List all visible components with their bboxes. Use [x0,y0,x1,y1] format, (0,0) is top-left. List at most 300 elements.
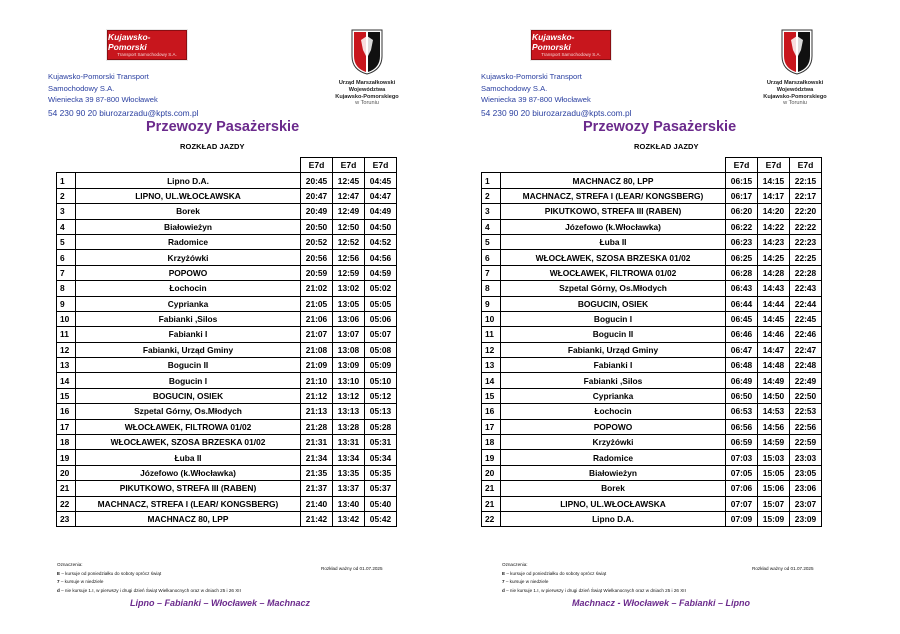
stop-number: 21 [482,481,501,496]
stop-number: 17 [57,419,76,434]
departure-time: 12:52 [333,234,365,249]
table-row [57,373,397,388]
stop-number: 18 [57,435,76,450]
departure-time: 06:49 [726,373,758,388]
departure-time: 13:40 [333,496,365,511]
departure-time: 20:56 [301,250,333,265]
table-row [57,234,397,249]
table-row [57,250,397,265]
stop-name: Lipno D.A. [76,173,301,188]
stop-number: 11 [57,327,76,342]
company-name-line1: Kujawsko-Pomorski Transport [481,72,582,81]
stop-number: 13 [57,358,76,373]
departure-time: 07:03 [726,450,758,465]
departure-time: 04:56 [365,250,397,265]
legend-notes: Oznaczenia: E – kursuje od poniedziałku do soboty oprócz świąt 7 – kursuje w niedziele d – nie kursuje 1.I, w pierwszy i drugi dzień Świąt Wielkanocnych oraz w dniach 25 i 26 XII [57,562,241,593]
departure-time: 22:22 [790,219,822,234]
stop-name: Fabianki ,Silos [501,373,726,388]
departure-time: 20:59 [301,265,333,280]
company-contact: 54 230 90 20 biurozarzadu@kpts.com.pl [48,107,199,118]
departure-time: 22:23 [790,234,822,249]
coat-of-arms-icon [350,28,384,76]
stop-name: Łochocin [76,281,301,296]
departure-time: 13:28 [333,419,365,434]
stop-number: 14 [482,373,501,388]
stop-name: Józefowo (k.Włocławka) [76,465,301,480]
departure-time: 06:25 [726,250,758,265]
departure-time: 22:49 [790,373,822,388]
stop-name: Bogucin I [501,311,726,326]
stop-number: 2 [57,188,76,203]
stop-name: PIKUTKOWO, STREFA III (RABEN) [501,204,726,219]
departure-time: 22:59 [790,435,822,450]
departure-time: 05:35 [365,465,397,480]
stop-name: Cyprianka [76,296,301,311]
departure-time: 13:31 [333,435,365,450]
stop-number: 19 [482,450,501,465]
departure-time: 04:50 [365,219,397,234]
stop-number: 23 [57,511,76,526]
stop-name: MACHNACZ 80, LPP [501,173,726,188]
departure-time: 22:46 [790,327,822,342]
departure-time: 04:49 [365,204,397,219]
stop-name: Łuba II [76,450,301,465]
table-row [482,388,822,403]
table-row [482,465,822,480]
departure-time: 06:48 [726,358,758,373]
departure-time: 13:34 [333,450,365,465]
stop-number: 1 [482,173,501,188]
departure-time: 12:49 [333,204,365,219]
departure-time: 05:10 [365,373,397,388]
company-contact: 54 230 90 20 biurozarzadu@kpts.com.pl [481,107,632,118]
company-name-line2: Samochodowy S.A. [481,83,548,93]
table-row [482,435,822,450]
page-subtitle: ROZKŁAD JAZDY [634,142,699,151]
timetable-right [481,157,822,527]
stop-name: POPOWO [76,265,301,280]
stop-number: 21 [57,481,76,496]
departure-time: 05:40 [365,496,397,511]
departure-time: 06:45 [726,311,758,326]
stop-number: 3 [57,204,76,219]
stop-number: 7 [57,265,76,280]
table-row [57,311,397,326]
departure-time: 06:56 [726,419,758,434]
stop-number: 13 [482,358,501,373]
stop-number: 20 [482,465,501,480]
departure-time: 07:09 [726,511,758,526]
stop-name: LIPNO, UL.WŁOCŁAWSKA [501,496,726,511]
table-row [57,465,397,480]
departure-time: 05:09 [365,358,397,373]
stop-name: Krzyżówki [76,250,301,265]
departure-time: 21:12 [301,388,333,403]
stop-name: MACHNACZ 80, LPP [76,511,301,526]
departure-time: 05:37 [365,481,397,496]
departure-time: 12:56 [333,250,365,265]
departure-time: 14:23 [758,234,790,249]
table-row [57,327,397,342]
stop-number: 8 [57,281,76,296]
departure-time: 05:31 [365,435,397,450]
departure-time: 12:50 [333,219,365,234]
departure-time: 14:50 [758,388,790,403]
departure-time: 12:59 [333,265,365,280]
departure-time: 21:37 [301,481,333,496]
departure-time: 22:53 [790,404,822,419]
company-info [48,71,199,119]
departure-time: 14:22 [758,219,790,234]
stop-number: 10 [57,311,76,326]
stop-number: 16 [482,404,501,419]
kpts-logo: Kujawsko-Pomorski Transport Samochodowy S.A. [107,30,187,60]
departure-time: 12:45 [333,173,365,188]
departure-time: 14:28 [758,265,790,280]
departure-time: 14:56 [758,419,790,434]
stop-number: 22 [482,511,501,526]
stop-name: BOGUCIN, OSIEK [501,296,726,311]
table-row [482,265,822,280]
departure-time: 14:48 [758,358,790,373]
stop-name: BOGUCIN, OSIEK [76,388,301,403]
departure-time: 07:05 [726,465,758,480]
timetable-left [56,157,397,527]
departure-time: 13:09 [333,358,365,373]
legend-notes: Oznaczenia: E – kursuje od poniedziałku do soboty oprócz świąt 7 – kursuje w niedziele d – nie kursuje 1.I, w pierwszy i drugi dzień Świąt Wielkanocnych oraz w dniach 25 i 26 XII [502,562,686,593]
departure-time: 06:44 [726,296,758,311]
departure-time: 21:02 [301,281,333,296]
stop-number: 10 [482,311,501,326]
departure-time: 21:28 [301,419,333,434]
company-address: Wieniecka 39 87-800 Włocławek [48,95,158,104]
stop-name: Bogucin I [76,373,301,388]
stop-name: Białowieżyn [501,465,726,480]
table-row [482,296,822,311]
departure-time: 13:05 [333,296,365,311]
stop-name: Lipno D.A. [501,511,726,526]
stop-name: MACHNACZ, STREFA I (LEAR/ KONGSBERG) [501,188,726,203]
stop-name: Fabianki, Urząd Gminy [501,342,726,357]
departure-time: 14:17 [758,188,790,203]
departure-time: 23:07 [790,496,822,511]
stop-number: 6 [57,250,76,265]
departure-time: 04:45 [365,173,397,188]
stop-number: 16 [57,404,76,419]
departure-time: 22:47 [790,342,822,357]
departure-time: 22:17 [790,188,822,203]
column-header: E7d [790,158,822,173]
stop-name: WŁOCŁAWEK, FILTROWA 01/02 [501,265,726,280]
table-row [57,342,397,357]
route-name: Machnacz - Włocławek – Fabianki – Lipno [572,598,751,608]
stop-name: Fabianki I [501,358,726,373]
company-name-line2: Samochodowy S.A. [48,83,115,93]
table-row [57,419,397,434]
departure-time: 06:50 [726,388,758,403]
table-row [57,219,397,234]
company-address: Wieniecka 39 87-800 Włocławek [481,95,591,104]
stop-number: 3 [482,204,501,219]
table-row [482,511,822,526]
departure-time: 05:13 [365,404,397,419]
departure-time: 04:47 [365,188,397,203]
departure-time: 23:09 [790,511,822,526]
table-row [482,173,822,188]
departure-time: 04:59 [365,265,397,280]
company-info [481,71,632,119]
departure-time: 05:42 [365,511,397,526]
table-row [482,419,822,434]
stop-number: 5 [57,234,76,249]
departure-time: 14:45 [758,311,790,326]
departure-time: 05:06 [365,311,397,326]
table-row [57,296,397,311]
table-row [57,188,397,203]
table-row [482,404,822,419]
stop-number: 9 [57,296,76,311]
departure-time: 04:52 [365,234,397,249]
departure-time: 06:46 [726,327,758,342]
departure-time: 13:02 [333,281,365,296]
page-title: Przewozy Pasażerskie [583,119,737,135]
departure-time: 14:25 [758,250,790,265]
column-header: E7d [301,158,333,173]
stop-number: 4 [57,219,76,234]
departure-time: 14:59 [758,435,790,450]
page-title: Przewozy Pasażerskie [146,119,300,135]
table-row [57,265,397,280]
departure-time: 06:20 [726,204,758,219]
column-header: E7d [758,158,790,173]
departure-time: 14:20 [758,204,790,219]
stop-name: POPOWO [501,419,726,434]
departure-time: 13:42 [333,511,365,526]
table-row [482,342,822,357]
stop-number: 5 [482,234,501,249]
stop-number: 12 [57,342,76,357]
departure-time: 14:47 [758,342,790,357]
departure-time: 15:03 [758,450,790,465]
coat-of-arms-icon [780,28,814,76]
stop-name: Borek [501,481,726,496]
table-row [57,388,397,403]
stop-name: Józefowo (k.Włocławka) [501,219,726,234]
stop-number: 15 [482,388,501,403]
table-row [482,219,822,234]
stop-name: WŁOCŁAWEK, SZOSA BRZESKA 01/02 [76,435,301,450]
departure-time: 14:44 [758,296,790,311]
departure-time: 21:13 [301,404,333,419]
departure-time: 14:15 [758,173,790,188]
stop-name: Radomice [76,234,301,249]
kpts-logo: Kujawsko-Pomorski Transport Samochodowy S.A. [531,30,611,60]
departure-time: 13:07 [333,327,365,342]
stop-name: Krzyżówki [501,435,726,450]
stop-name: Białowieżyn [76,219,301,234]
stop-name: Łuba II [501,234,726,249]
departure-time: 06:15 [726,173,758,188]
departure-time: 13:10 [333,373,365,388]
departure-time: 13:35 [333,465,365,480]
departure-time: 22:56 [790,419,822,434]
stop-number: 20 [57,465,76,480]
table-row [57,173,397,188]
validity-note: Rozkład ważny od 01.07.2025 [752,566,814,571]
stop-number: 9 [482,296,501,311]
departure-time: 06:59 [726,435,758,450]
departure-time: 21:10 [301,373,333,388]
departure-time: 22:48 [790,358,822,373]
table-row [482,481,822,496]
departure-time: 21:31 [301,435,333,450]
stop-name: Fabianki ,Silos [76,311,301,326]
departure-time: 21:06 [301,311,333,326]
departure-time: 21:34 [301,450,333,465]
timetable-page-right [450,0,900,634]
departure-time: 23:06 [790,481,822,496]
departure-time: 13:06 [333,311,365,326]
departure-time: 13:13 [333,404,365,419]
table-row [57,481,397,496]
table-row [57,435,397,450]
stop-name: MACHNACZ, STREFA I (LEAR/ KONGSBERG) [76,496,301,511]
departure-time: 15:06 [758,481,790,496]
stop-name: Łochocin [501,404,726,419]
stop-number: 12 [482,342,501,357]
stop-number: 7 [482,265,501,280]
table-row [482,234,822,249]
departure-time: 20:45 [301,173,333,188]
stop-number: 17 [482,419,501,434]
stop-name: PIKUTKOWO, STREFA III (RABEN) [76,481,301,496]
departure-time: 21:07 [301,327,333,342]
departure-time: 05:28 [365,419,397,434]
departure-time: 21:05 [301,296,333,311]
departure-time: 20:52 [301,234,333,249]
departure-time: 13:37 [333,481,365,496]
departure-time: 13:12 [333,388,365,403]
departure-time: 21:08 [301,342,333,357]
stop-name: WŁOCŁAWEK, FILTROWA 01/02 [76,419,301,434]
stop-number: 11 [482,327,501,342]
departure-time: 20:47 [301,188,333,203]
departure-time: 14:43 [758,281,790,296]
departure-time: 06:22 [726,219,758,234]
departure-time: 21:40 [301,496,333,511]
stop-name: Radomice [501,450,726,465]
departure-time: 22:44 [790,296,822,311]
departure-time: 14:53 [758,404,790,419]
departure-time: 06:47 [726,342,758,357]
table-row [482,311,822,326]
stop-name: WŁOCŁAWEK, SZOSA BRZESKA 01/02 [501,250,726,265]
stop-number: 18 [482,435,501,450]
validity-note: Rozkład ważny od 01.07.2025 [321,566,383,571]
departure-time: 22:28 [790,265,822,280]
departure-time: 13:08 [333,342,365,357]
stop-number: 4 [482,219,501,234]
departure-time: 06:28 [726,265,758,280]
departure-time: 06:23 [726,234,758,249]
table-row [482,373,822,388]
table-row [482,496,822,511]
departure-time: 07:06 [726,481,758,496]
departure-time: 14:49 [758,373,790,388]
table-row [57,450,397,465]
departure-time: 05:07 [365,327,397,342]
stop-name: Bogucin II [76,358,301,373]
departure-time: 22:25 [790,250,822,265]
departure-time: 15:05 [758,465,790,480]
departure-time: 05:08 [365,342,397,357]
company-name-line1: Kujawsko-Pomorski Transport [48,72,149,81]
departure-time: 22:20 [790,204,822,219]
departure-time: 05:02 [365,281,397,296]
column-header: E7d [365,158,397,173]
route-name: Lipno – Fabianki – Włocławek – Machnacz [130,598,311,608]
departure-time: 21:09 [301,358,333,373]
stop-number: 6 [482,250,501,265]
departure-time: 22:50 [790,388,822,403]
stop-name: Cyprianka [501,388,726,403]
stop-name: Szpetal Górny, Os.Młodych [501,281,726,296]
departure-time: 15:07 [758,496,790,511]
stop-number: 14 [57,373,76,388]
departure-time: 23:03 [790,450,822,465]
table-row [57,281,397,296]
table-row [482,450,822,465]
table-header-row [482,158,822,173]
stop-name: Bogucin II [501,327,726,342]
departure-time: 07:07 [726,496,758,511]
departure-time: 12:47 [333,188,365,203]
table-row [57,511,397,526]
departure-time: 14:46 [758,327,790,342]
stop-number: 22 [57,496,76,511]
stop-number: 2 [482,188,501,203]
column-header: E7d [333,158,365,173]
stop-name: LIPNO, UL.WŁOCŁAWSKA [76,188,301,203]
departure-time: 21:35 [301,465,333,480]
table-row [482,281,822,296]
stop-number: 1 [57,173,76,188]
column-header: E7d [726,158,758,173]
departure-time: 22:43 [790,281,822,296]
departure-time: 22:45 [790,311,822,326]
stop-name: Szpetal Górny, Os.Młodych [76,404,301,419]
departure-time: 15:09 [758,511,790,526]
table-row [57,404,397,419]
urzad-marszalkowski: Urząd Marszałkowski Województwa Kujawsko-Pomorskiego w Toruniu [763,80,827,107]
stop-name: Fabianki I [76,327,301,342]
departure-time: 23:05 [790,465,822,480]
table-row [482,327,822,342]
table-row [482,358,822,373]
stop-number: 19 [57,450,76,465]
stop-name: Borek [76,204,301,219]
table-row [57,358,397,373]
departure-time: 20:49 [301,204,333,219]
departure-time: 06:17 [726,188,758,203]
stop-number: 8 [482,281,501,296]
stop-number: 21 [482,496,501,511]
stop-number: 15 [57,388,76,403]
departure-time: 22:15 [790,173,822,188]
table-header-row [57,158,397,173]
departure-time: 05:05 [365,296,397,311]
departure-time: 06:53 [726,404,758,419]
